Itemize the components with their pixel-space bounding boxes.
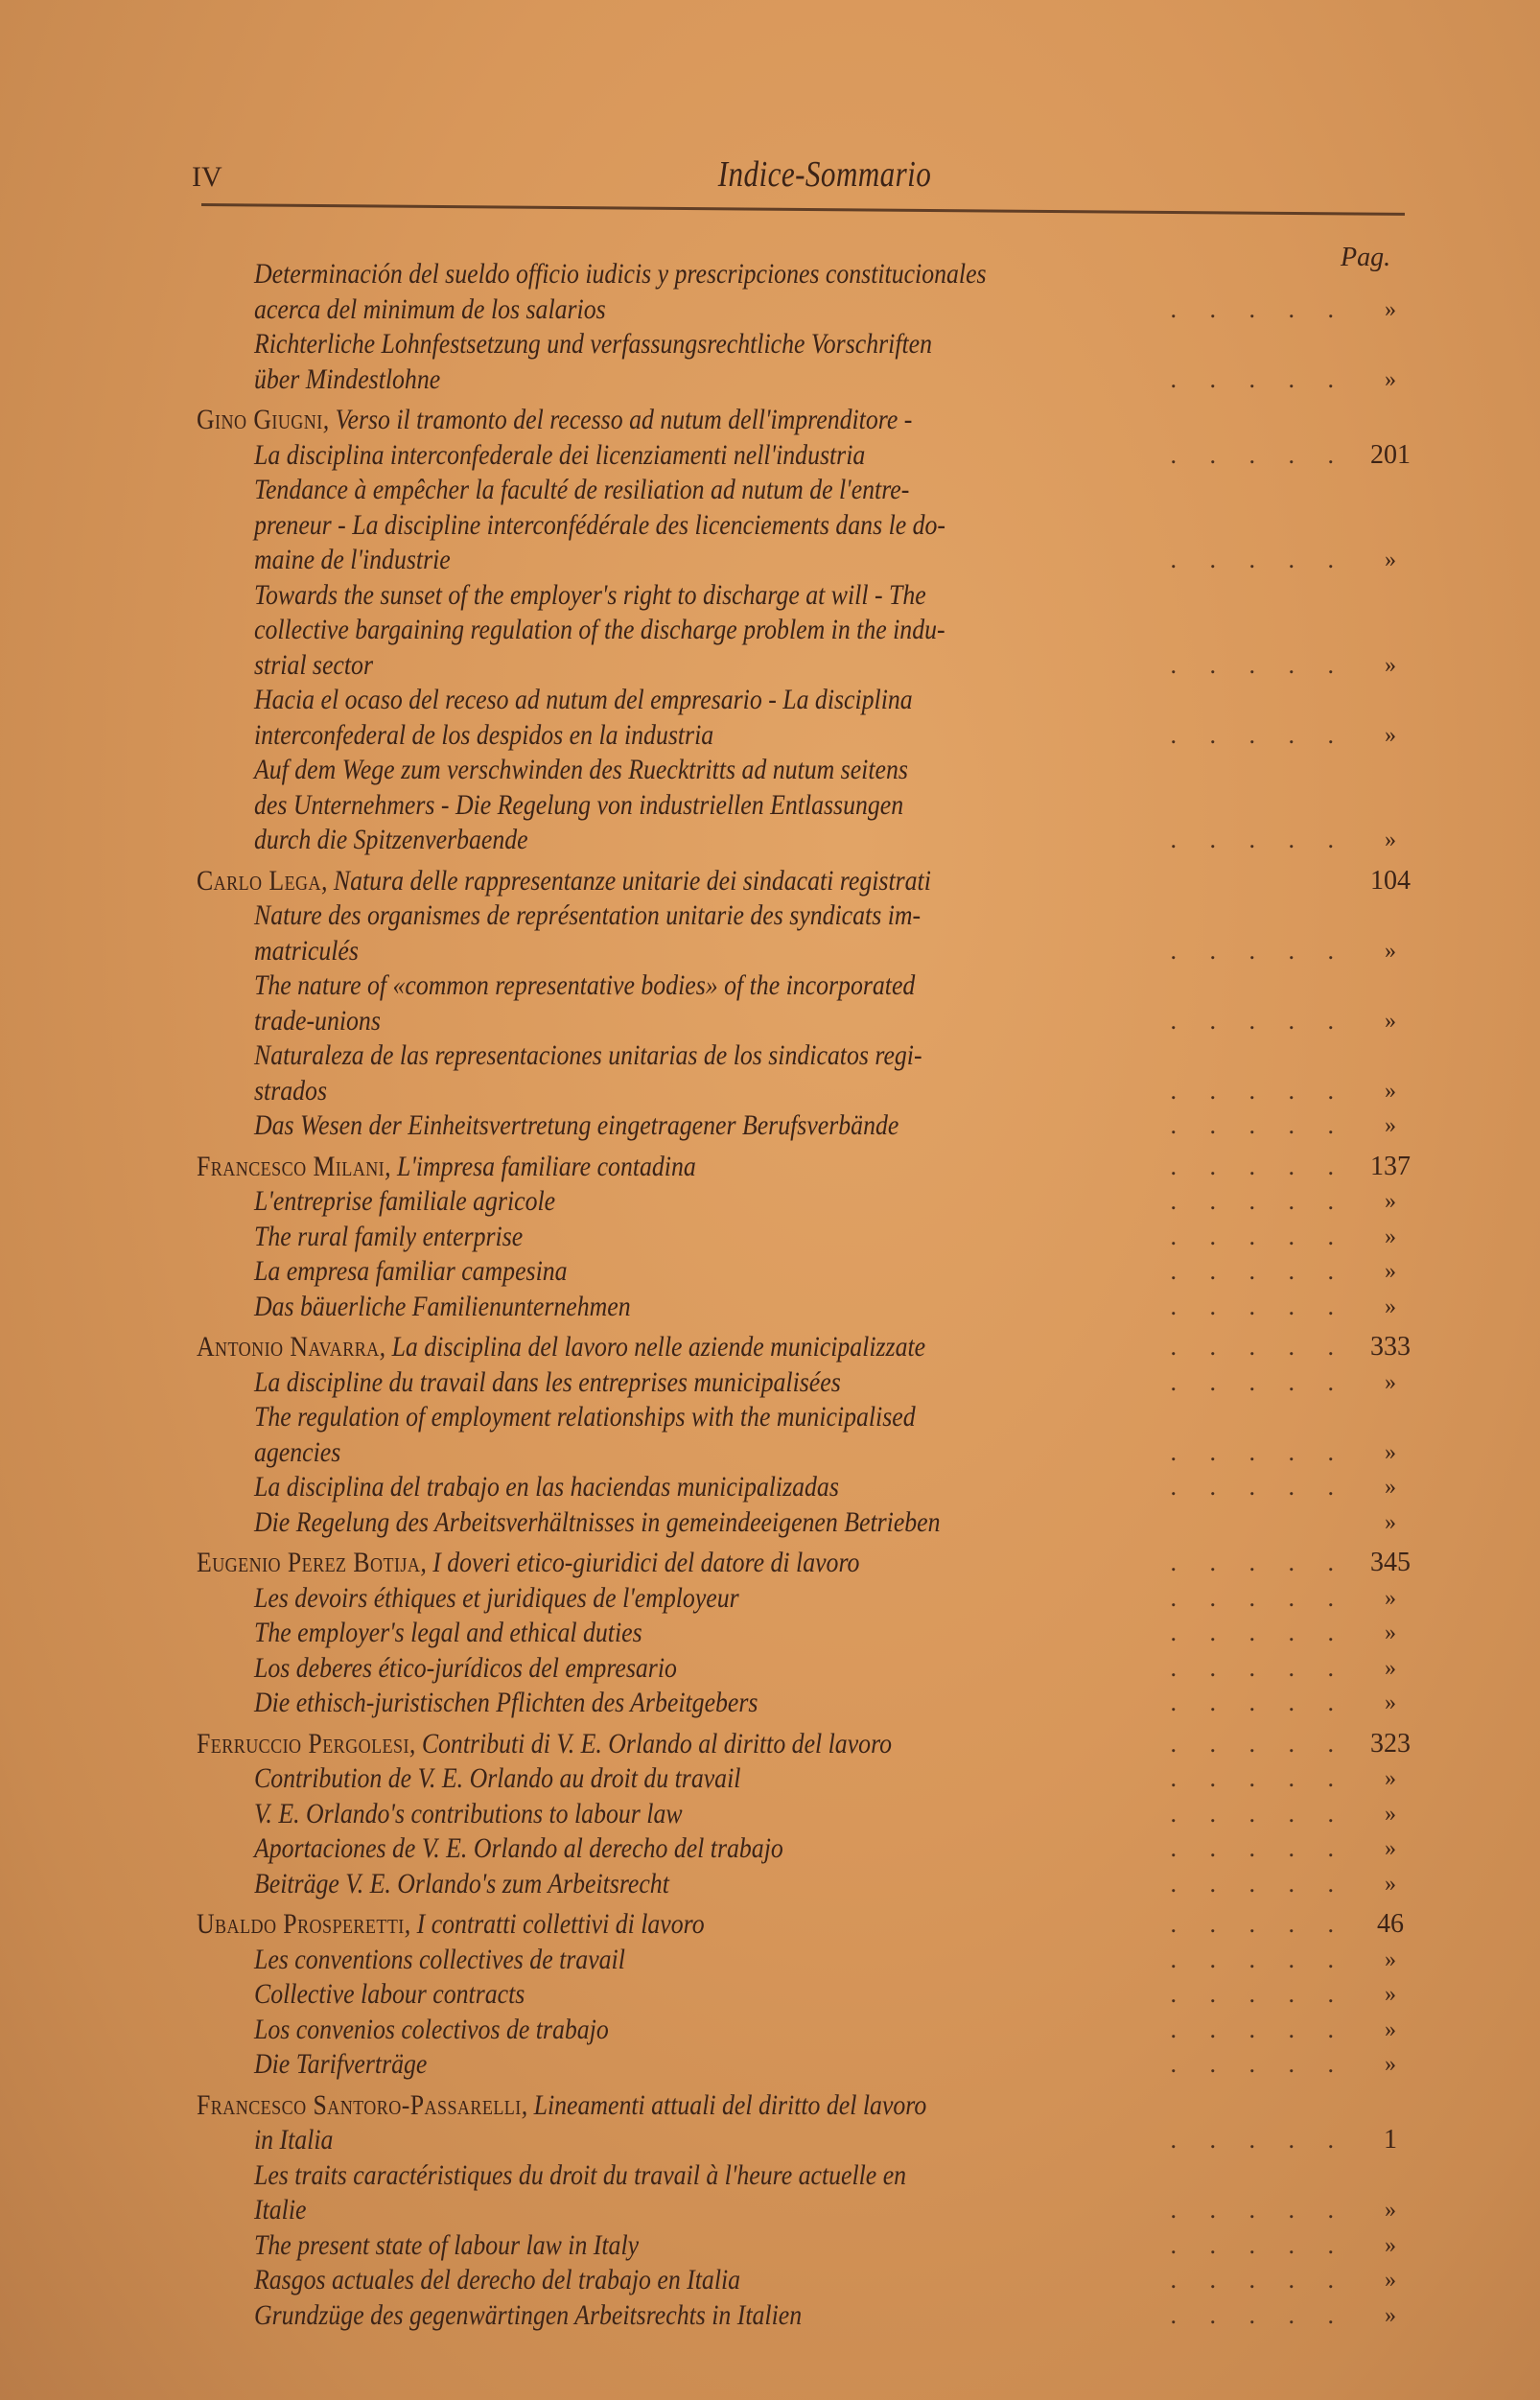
line-text: Auf dem Wege zum verschwinden des Ruecktritts ad nutum seitens [254, 754, 908, 785]
ditto-mark: » [1385, 1369, 1396, 1395]
ditto-mark: » [1385, 2302, 1396, 2328]
toc-line [197, 934, 1491, 969]
toc-title-line [197, 1330, 1491, 1365]
ditto-mark: » [1385, 2232, 1396, 2258]
toc-line [197, 578, 1491, 614]
dot-leader: . . . . . [1170, 364, 1347, 393]
dot-leader: . . . . . [1170, 1910, 1347, 1938]
toc-line [197, 968, 1491, 1004]
line-text: Die Regelung des Arbeitsverhältnisses in gemeindeeigenen Betrieben [254, 1505, 941, 1538]
ditto-mark: » [1385, 1620, 1396, 1645]
dot-leader: . . . . . [1170, 1222, 1347, 1250]
ditto-mark: » [1385, 1008, 1396, 1034]
dot-leader: . . . . . [1170, 1799, 1347, 1828]
line-text: Tendance à empêcher la faculté de resiliation ad nutum de l'entre- [254, 474, 910, 505]
ditto-mark: » [1385, 1189, 1396, 1214]
toc-line [197, 1761, 1491, 1797]
table-of-contents [197, 257, 1491, 2333]
dot-leader: . . . . . [1170, 1367, 1347, 1396]
line-text: Richterliche Lohnfestsetzung und verfassungsrechtliche Vorschriften [254, 328, 933, 360]
dot-leader: . . . . . [1170, 1437, 1347, 1466]
author-name: Francesco Milani [197, 1150, 385, 1182]
ditto-mark: » [1385, 1078, 1396, 1104]
author-name: Francesco Santoro-Passarelli [197, 2088, 522, 2121]
line-text: Les conventions collectives de travail [254, 1943, 625, 1975]
dot-leader: . . . . . [1170, 1473, 1347, 1501]
line-text: Los convenios colectivos de trabajo [254, 2013, 609, 2045]
toc-line [197, 1004, 1491, 1039]
line-text: Contribution de V. E. Orlando au droit du travail [254, 1762, 741, 1794]
author-name: Gino Giugni [197, 404, 323, 435]
line-text: Rasgos actuales del derecho del trabajo en Italia [254, 2264, 741, 2295]
toc-line [197, 543, 1491, 578]
toc-title-line [197, 403, 1491, 438]
toc-line [197, 1400, 1491, 1435]
ditto-mark: » [1385, 1836, 1396, 1861]
toc-line [197, 1797, 1491, 1832]
toc-line [197, 292, 1491, 328]
dot-leader: . . . . . [1170, 2126, 1347, 2154]
ditto-mark: » [1385, 2268, 1396, 2293]
line-text: durch die Spitzenverbaende [254, 824, 528, 855]
line-text: strial sector [254, 648, 373, 681]
dot-leader: . . . . . [1170, 1619, 1347, 1646]
dot-leader: . . . . . [1170, 1549, 1347, 1576]
toc-title-line [197, 2088, 1491, 2124]
dot-leader: . . . . . [1170, 1187, 1347, 1215]
toc-title-line [197, 1546, 1491, 1581]
dot-leader: . . . . . [1170, 1980, 1347, 2008]
dot-leader: . . . . . [1170, 1583, 1347, 1612]
line-text: Das Wesen der Einheitsvertretung eingetragener Berufsverbände [254, 1109, 899, 1141]
line-text [197, 1330, 925, 1365]
line-text: über Mindestlohne [254, 362, 441, 395]
toc-title-line [197, 1150, 1491, 1185]
line-text: interconfederal de los despidos en la industria [254, 718, 714, 751]
line-text: Determinación del sueldo officio iudicis y prescripciones constitucionales [254, 258, 987, 290]
line-text: Die ethisch-juristischen Pflichten des Arbeitgebers [254, 1687, 758, 1718]
dot-leader: . . . . . [1170, 650, 1347, 679]
line-text: agencies [254, 1435, 341, 1468]
ditto-mark: » [1385, 2052, 1396, 2077]
line-text: Italie [254, 2194, 307, 2225]
line-text [197, 1546, 859, 1581]
dot-leader: . . . . . [1170, 2050, 1347, 2078]
toc-line [197, 1184, 1491, 1220]
running-header [192, 153, 1458, 211]
article-title: , I contratti collettivi di lavoro [404, 1908, 705, 1940]
toc-line [197, 2263, 1491, 2298]
toc-entry[interactable] [197, 403, 1491, 858]
toc-line [197, 362, 1491, 398]
article-title: , La disciplina del lavoro nelle aziende municipalizzate [379, 1331, 926, 1363]
line-text: Los deberes ético-jurídicos del empresario [254, 1651, 677, 1684]
line-text: Das bäuerliche Familienunternehmen [254, 1290, 631, 1322]
dot-leader: . . . . . [1170, 1653, 1347, 1682]
line-text: La discipline du travail dans les entreprises municipalisées [254, 1365, 841, 1398]
line-text: The rural family enterprise [254, 1220, 524, 1252]
page-number: 333 [1370, 1332, 1411, 1362]
author-name: Carlo Lega [197, 864, 322, 897]
line-text [197, 1150, 696, 1185]
author-name: Ubaldo Prosperetti [197, 1908, 405, 1940]
toc-entry[interactable] [197, 1546, 1491, 1721]
toc-title-line [197, 1907, 1491, 1943]
toc-entry[interactable] [197, 1330, 1491, 1540]
dot-leader: . . . . . [1170, 440, 1347, 469]
dot-leader: . . . . . [1170, 1764, 1347, 1792]
line-text: collective bargaining regulation of the discharge problem in the indu- [254, 614, 945, 645]
ditto-mark: » [1385, 548, 1396, 572]
article-title: , Contributi di V. E. Orlando al diritto del lavoro [408, 1727, 893, 1759]
ditto-mark: » [1385, 1585, 1396, 1611]
ditto-mark: » [1385, 1982, 1396, 2007]
toc-line [197, 1435, 1491, 1471]
ditto-mark: » [1385, 1690, 1396, 1715]
toc-entry[interactable] [197, 257, 1491, 397]
ditto-mark: » [1385, 2016, 1396, 2042]
ditto-mark: » [1385, 722, 1396, 748]
dot-leader: . . . . . [1170, 2300, 1347, 2329]
article-title: , Natura delle rappresentanze unitarie dei sindacati registrati [321, 864, 931, 897]
toc-line [197, 473, 1491, 508]
line-text: strados [254, 1074, 327, 1107]
line-text: preneur - La discipline interconfédérale des licenciements dans le do- [254, 508, 946, 541]
line-text [254, 2123, 333, 2158]
dot-leader: . . . . . [1170, 294, 1347, 323]
dot-leader: . . . . . [1170, 1111, 1347, 1139]
author-name: Ferruccio Pergolesi [197, 1727, 409, 1759]
toc-entry[interactable] [197, 1150, 1491, 1325]
toc-line [197, 1254, 1491, 1290]
toc-line [197, 1365, 1491, 1401]
toc-line [197, 1220, 1491, 1255]
ditto-mark: » [1385, 1509, 1396, 1535]
toc-entry[interactable] [197, 864, 1491, 1144]
toc-line [197, 788, 1491, 824]
toc-line [197, 648, 1491, 684]
line-text [254, 438, 865, 474]
dot-leader: . . . . . [1170, 936, 1347, 965]
toc-line [197, 823, 1491, 858]
toc-line [197, 2047, 1491, 2083]
toc-line [197, 1943, 1491, 1978]
line-text: The regulation of employment relationships with the municipalised [254, 1401, 916, 1433]
page-number: 201 [1370, 439, 1411, 470]
line-text: Die Tarifverträge [254, 2048, 428, 2080]
toc-entry[interactable] [197, 1727, 1491, 1902]
page-number: 104 [1370, 865, 1411, 896]
line-text [197, 2088, 926, 2124]
line-text: The employer's legal and ethical duties [254, 1617, 642, 1648]
ditto-mark: » [1385, 827, 1396, 852]
dot-leader: . . . . . [1170, 1945, 1347, 1973]
toc-line [197, 1074, 1491, 1109]
dot-leader: . . . . . [1170, 1834, 1347, 1862]
author-name: Eugenio Perez Botija [197, 1547, 421, 1578]
ditto-mark: » [1385, 2198, 1396, 2223]
toc-line [197, 1038, 1491, 1074]
toc-line [197, 1470, 1491, 1505]
line-text [197, 1727, 892, 1762]
line-text: acerca del minimum de los salarios [254, 292, 606, 325]
ditto-mark: » [1385, 1766, 1396, 1791]
toc-line [197, 1290, 1491, 1325]
line-text: Nature des organismes de représentation unitarie des syndicats im- [254, 899, 922, 931]
page-number: 323 [1370, 1728, 1411, 1759]
article-title: , Lineamenti attuali del diritto del lavoro [521, 2088, 927, 2121]
ditto-mark: » [1385, 366, 1396, 392]
toc-line [197, 2158, 1491, 2194]
toc-line [197, 613, 1491, 648]
toc-entry[interactable] [197, 2088, 1491, 2334]
dot-leader: . . . . . [1170, 1729, 1347, 1758]
article-title: La disciplina interconfederale dei licenziamenti nell'industria [254, 438, 866, 471]
article-title: , L'impresa familiare contadina [385, 1150, 696, 1182]
article-title: , I doveri etico-giuridici del datore di lavoro [420, 1547, 860, 1578]
toc-title-line [197, 864, 1491, 899]
line-text: V. E. Orlando's contributions to labour law [254, 1797, 683, 1829]
line-text: des Unternehmers - Die Regelung von industriellen Entlassungen [254, 788, 904, 821]
line-text: L'entreprise familiale agricole [254, 1185, 556, 1217]
toc-line [197, 753, 1491, 788]
dot-leader: . . . . . [1170, 1333, 1347, 1361]
ditto-mark: » [1385, 938, 1396, 964]
dot-leader: . . . . . [1170, 2230, 1347, 2259]
line-text: maine de l'industrie [254, 544, 451, 575]
ditto-mark: » [1385, 1946, 1396, 1972]
dot-leader: . . . . . [1170, 1869, 1347, 1898]
toc-line [197, 898, 1491, 934]
ditto-mark: » [1385, 1439, 1396, 1465]
ditto-mark: » [1385, 1223, 1396, 1249]
toc-line [197, 1505, 1491, 1541]
line-text: La disciplina del trabajo en las haciendas municipalizadas [254, 1471, 839, 1503]
toc-line [197, 1108, 1491, 1144]
line-text: Les traits caractéristiques du droit du travail à l'heure actuelle en [254, 2158, 907, 2191]
dot-leader: . . . . . [1170, 1076, 1347, 1105]
dot-leader: . . . . . [1170, 2266, 1347, 2294]
toc-entry[interactable] [197, 1907, 1491, 2083]
toc-line [197, 327, 1491, 362]
ditto-mark: » [1385, 1871, 1396, 1897]
toc-line [197, 718, 1491, 754]
line-text [197, 403, 912, 438]
ditto-mark: » [1385, 296, 1396, 322]
line-text: Beiträge V. E. Orlando's zum Arbeitsrecht [254, 1867, 669, 1899]
page-number: 137 [1370, 1151, 1411, 1181]
page-number: 345 [1370, 1548, 1411, 1577]
line-text: La empresa familiar campesina [254, 1255, 568, 1287]
line-text: Towards the sunset of the employer's right to discharge at will - The [254, 578, 926, 611]
dot-leader: . . . . . [1170, 2015, 1347, 2043]
ditto-mark: » [1385, 1475, 1396, 1500]
toc-line [197, 1686, 1491, 1721]
page-number: 46 [1377, 1909, 1404, 1939]
toc-line [197, 1616, 1491, 1651]
line-text [197, 1907, 705, 1943]
toc-line [197, 1581, 1491, 1617]
line-text: Aportaciones de V. E. Orlando al derecho del trabajo [254, 1832, 783, 1864]
line-text: Naturaleza de las representaciones unitarias de los sindicatos regi- [254, 1039, 922, 1071]
toc-line [197, 1977, 1491, 2013]
toc-line [197, 2298, 1491, 2334]
line-text: Hacia el ocaso del receso ad nutum del empresario - La disciplina [254, 684, 913, 715]
ditto-mark: » [1385, 1259, 1396, 1284]
line-text [197, 864, 931, 899]
toc-title-line [197, 1727, 1491, 1762]
ditto-mark: » [1385, 1293, 1396, 1319]
toc-line [197, 1867, 1491, 1902]
author-name: Antonio Navarra [197, 1331, 380, 1363]
ditto-mark: » [1385, 1113, 1396, 1138]
line-text: The present state of labour law in Italy [254, 2228, 640, 2261]
ditto-mark: » [1385, 652, 1396, 678]
toc-line [197, 257, 1491, 292]
dot-leader: . . . . . [1170, 720, 1347, 749]
ditto-mark: » [1385, 1655, 1396, 1681]
line-text: The nature of «common representative bodies» of the incorporated [254, 969, 916, 1001]
line-text: matriculés [254, 934, 359, 967]
running-title: Indice-Sommario [717, 154, 932, 195]
toc-line [197, 1651, 1491, 1687]
toc-line [197, 1831, 1491, 1867]
toc-line [197, 508, 1491, 544]
page-folio: IV [192, 161, 222, 193]
dot-leader: . . . . . [1170, 826, 1347, 853]
toc-line [197, 2193, 1491, 2228]
article-title: , Verso il tramonto del recesso ad nutum dell'imprenditore - [322, 404, 913, 435]
article-title: in Italia [254, 2124, 334, 2155]
line-text: Collective labour contracts [254, 1978, 525, 2010]
dot-leader: . . . . . [1170, 2196, 1347, 2224]
toc-title-line [197, 438, 1491, 474]
dot-leader: . . . . . [1170, 1257, 1347, 1285]
line-text: Les devoirs éthiques et juridiques de l'employeur [254, 1581, 739, 1614]
dot-leader: . . . . . [1170, 1152, 1347, 1180]
toc-title-line [197, 2123, 1491, 2158]
line-text: trade-unions [254, 1004, 381, 1037]
toc-line [197, 2228, 1491, 2264]
toc-line [197, 2013, 1491, 2048]
page-number: 1 [1384, 2125, 1397, 2155]
line-text: Grundzüge des gegenwärtingen Arbeitsrechts in Italien [254, 2298, 803, 2331]
ditto-mark: » [1385, 1801, 1396, 1827]
page-column-label: Pag. [1341, 243, 1391, 272]
dot-leader: . . . . . [1170, 1689, 1347, 1716]
dot-leader: . . . . . [1170, 1292, 1347, 1320]
dot-leader: . . . . . [1170, 1006, 1347, 1035]
dot-leader: . . . . . [1170, 546, 1347, 573]
toc-line [197, 683, 1491, 718]
